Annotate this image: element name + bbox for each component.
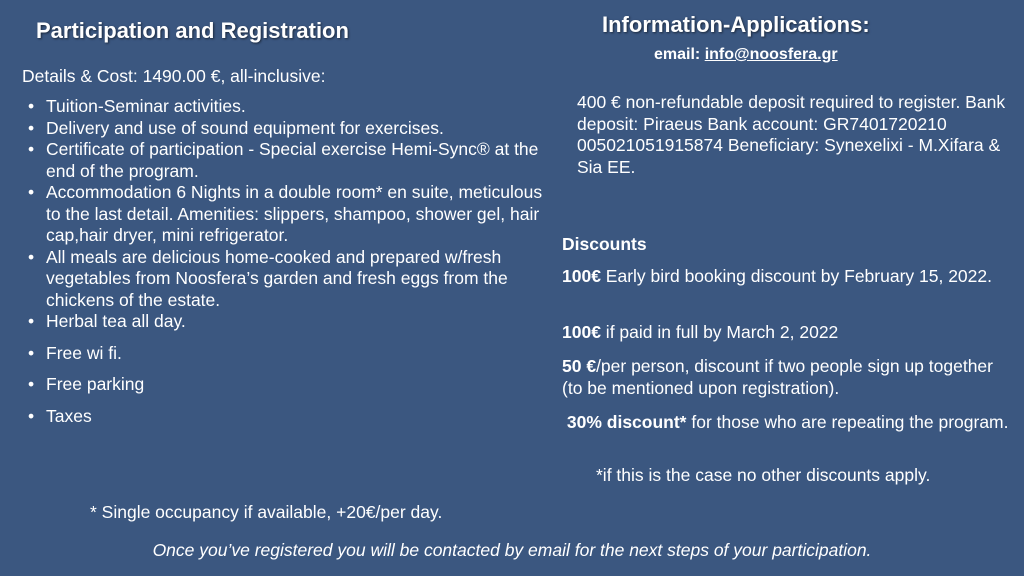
list-item: • Certificate of participation - Special exercise Hemi-Sync® at the end of the program. — [46, 139, 556, 182]
information-title: Information-Applications: — [602, 12, 870, 37]
email-link[interactable]: info@noosfera.gr — [704, 46, 838, 63]
deposit-text: 400 € non-refundable deposit required to register. Bank deposit: Piraeus Bank account: GR7401720210 005021051915874 Beneficiary: Synexelixi - M.Xifara & Sia EE. — [577, 92, 1006, 177]
list-item: • Delivery and use of sound equipment for exercises. — [46, 118, 556, 140]
list-item: • Herbal tea all day. — [46, 311, 556, 333]
list-item: • Free wi fi. — [46, 343, 556, 365]
single-occupancy-note: * Single occupancy if available, +20€/per day. — [90, 502, 443, 522]
included-list — [24, 96, 556, 427]
email-line — [654, 46, 838, 64]
footer-note: Once you’ve registered you will be contacted by email for the next steps of your participation. — [152, 540, 872, 560]
discount-two-people: 50 €/per person, discount if two people sign up together (to be mentioned upon registration). — [562, 356, 993, 398]
discount-full-payment: 100€ if paid in full by March 2, 2022 — [562, 322, 839, 342]
list-item: • Tuition-Seminar activities. — [46, 96, 556, 118]
participation-title: Participation and Registration — [36, 18, 349, 43]
list-item: • All meals are delicious home-cooked and prepared w/fresh vegetables from Noosfera’s garden and fresh eggs from the chickens of the estate. — [46, 247, 546, 312]
discount-early-bird: 100€ Early bird booking discount by February 15, 2022. — [562, 266, 992, 286]
discount-repeat: 30% discount* for those who are repeating the program. — [566, 412, 1009, 432]
discounts-title: Discounts — [562, 234, 647, 254]
details-cost: Details & Cost: 1490.00 €, all-inclusive: — [22, 66, 326, 86]
list-item: • Free parking — [46, 374, 556, 396]
list-item: • Accommodation 6 Nights in a double room* en suite, meticulous to the last detail. Amenities: slippers, shampoo, shower gel, hair cap,hair dryer, mini refrigerator. — [46, 182, 556, 247]
list-item: • Taxes — [46, 406, 556, 428]
discount-note: *if this is the case no other discounts apply. — [596, 465, 931, 485]
email-label: email: — [654, 46, 705, 63]
